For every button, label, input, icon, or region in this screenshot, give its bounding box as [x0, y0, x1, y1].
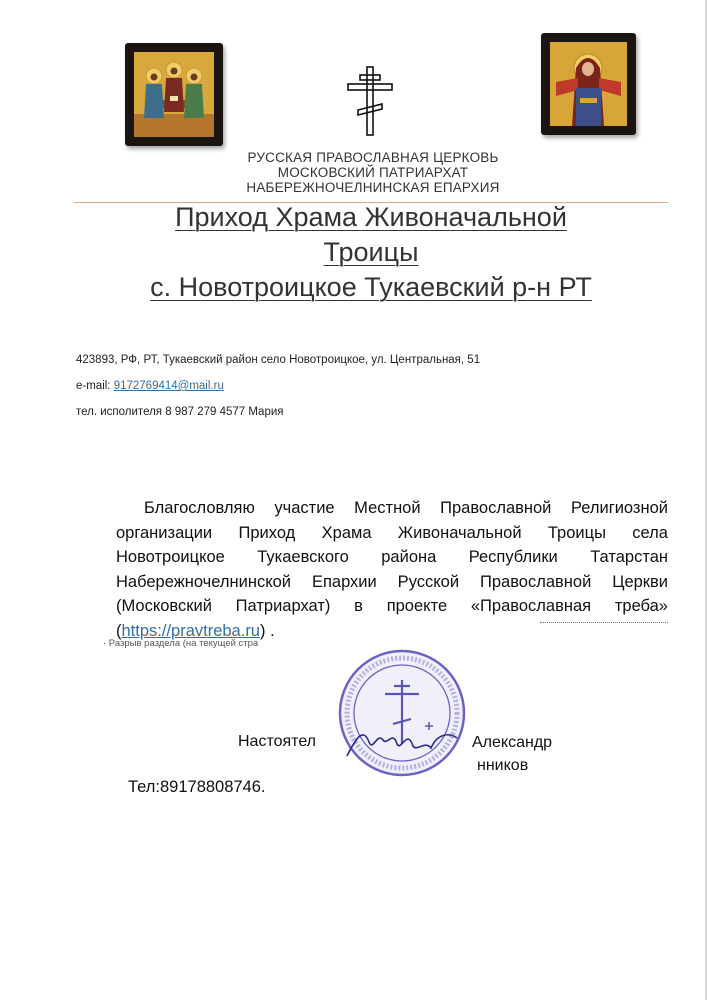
parish-title-line-1: Приход Храма Живоначальной — [175, 202, 567, 232]
signer-last-name: нников — [477, 757, 529, 774]
diocese-line-eparchy: НАБЕРЕЖНОЧЕЛНИНСКАЯ ЕПАРХИЯ — [246, 180, 500, 195]
rector-phone: Тел:89178808746. — [128, 778, 266, 796]
position-label: Настоятел — [238, 733, 317, 750]
parish-title-line-2: Троицы — [323, 237, 419, 267]
blessing-text: Благословляю участие Местной Православной Религиозной организации Приход Храма Живоначальной Троицы села Новотроицкое Тукаевского района Республики Татарстан Набережночелнинской Епархии Русской Православной Церкви (Московский Патриархат) в проекте «Православная треба» ( — [116, 499, 668, 640]
address-line: 423893, РФ, РТ, Тукаевский район село Новотроицкое, ул. Центральная, 51 — [76, 354, 481, 366]
dotted-line — [540, 622, 668, 623]
email-link[interactable]: 9172769414@mail.ru — [113, 380, 224, 392]
trinity-icon — [125, 43, 223, 146]
theotokos-icon — [541, 33, 636, 135]
section-break-marker: · Разрыв раздела (на текущей стра — [103, 638, 259, 649]
parish-title — [74, 200, 668, 305]
diocese-line-church: РУССКАЯ ПРАВОСЛАВНАЯ ЦЕРКОВЬ — [247, 150, 499, 165]
executor-phone-line: тел. исполителя 8 987 279 4577 Мария — [76, 406, 284, 418]
signer-first-name: Александр — [472, 734, 553, 751]
blessing-text-end: ) . — [260, 621, 275, 640]
email-line — [76, 380, 224, 392]
parish-title-line-3: с. Новотроицкое Тукаевский р-н РТ — [150, 272, 592, 302]
email-label: e-mail: — [76, 380, 114, 392]
diocese-header — [230, 150, 516, 195]
diocese-line-patriarchate: МОСКОВСКИЙ ПАТРИАРХАТ — [277, 165, 469, 180]
orthodox-cross-icon — [345, 66, 395, 136]
parish-stamp-icon — [337, 648, 467, 778]
blessing-paragraph — [116, 496, 668, 643]
pravtreba-link[interactable]: https://pravtreba.ru — [121, 621, 260, 640]
